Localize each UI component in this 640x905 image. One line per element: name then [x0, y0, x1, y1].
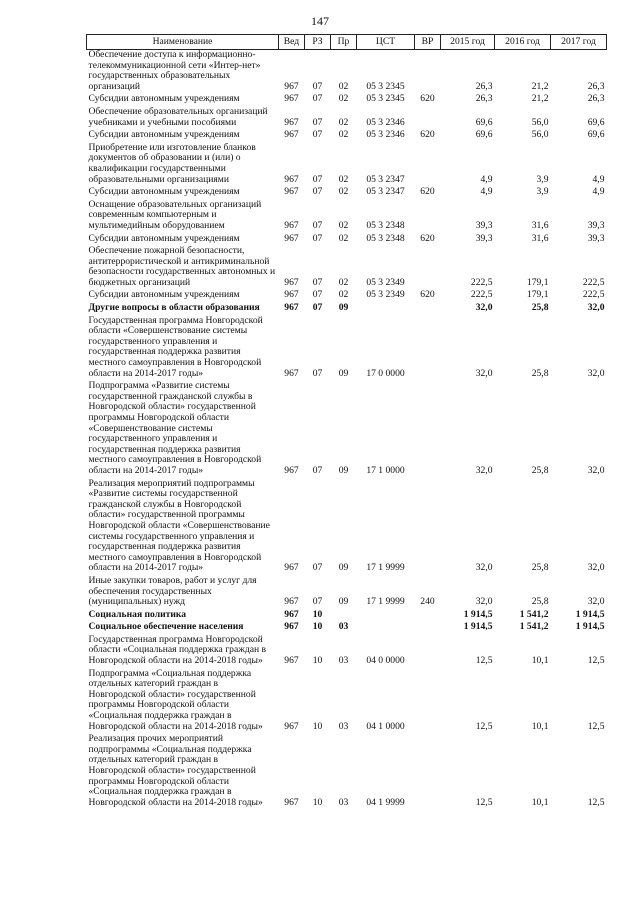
page-number: 147 — [311, 14, 329, 28]
row-vr — [415, 143, 441, 187]
row-vr — [415, 107, 441, 130]
column-header-vr: ВР — [415, 35, 441, 50]
row-cst: 17 1 9999 — [366, 562, 405, 574]
row-2015: 32,0 — [475, 302, 493, 314]
row-2017: 222,5 — [582, 289, 605, 301]
row-name: Субсидии автономным учреждениям — [88, 186, 240, 198]
row-name: Реализация мероприятий подпрограммы «Развитие системы государственной гражданской службы в Новгородской области» государственной программы Новгородской области «Совершенствование системы государственного управления и государственная поддержка развития местного самоуправления в Новгородской области на 2014-2017 годы» — [88, 477, 270, 574]
row-vr — [415, 50, 441, 95]
row-ved: 967 — [284, 80, 299, 92]
row-vr — [415, 316, 441, 382]
row-vr — [415, 303, 441, 316]
row-cst — [357, 610, 415, 623]
row-2017: 32,0 — [587, 367, 605, 379]
row-ved: 967 — [284, 796, 299, 808]
row-rz: 07 — [312, 116, 323, 128]
row-cst — [357, 303, 415, 316]
row-2017: 32,0 — [587, 596, 605, 608]
row-vr: 620 — [420, 129, 435, 141]
table-row — [87, 246, 607, 290]
row-vr — [415, 246, 441, 290]
row-pr: 02 — [338, 129, 349, 141]
row-rz: 10 — [312, 621, 323, 633]
row-2016: 179,1 — [526, 289, 549, 301]
row-cst: 17 0 0000 — [366, 367, 405, 379]
row-2017: 12,5 — [587, 796, 605, 808]
row-2016: 25,8 — [531, 596, 549, 608]
row-2015: 26,3 — [475, 93, 493, 105]
table-row — [87, 669, 607, 735]
row-pr: 02 — [338, 232, 349, 244]
row-rz: 10 — [312, 796, 323, 808]
column-header-2016: 2016 год — [495, 35, 551, 50]
row-pr: 09 — [338, 562, 349, 574]
row-2016: 10,1 — [531, 720, 549, 732]
row-2016: 21,2 — [531, 93, 549, 105]
row-2017: 32,0 — [587, 562, 605, 574]
row-2015: 69,6 — [475, 116, 493, 128]
row-cst: 05 3 2349 — [366, 289, 405, 301]
row-cst: 17 1 9999 — [366, 596, 405, 608]
row-2017: 32,0 — [587, 464, 605, 476]
row-ved: 967 — [284, 219, 299, 231]
row-pr: 03 — [338, 621, 349, 633]
table-row — [87, 143, 607, 187]
row-pr: 09 — [338, 596, 349, 608]
row-ved: 967 — [284, 232, 299, 244]
row-name: Государственная программа Новгородской области «Социальная поддержка граждан в Новгородской области на 2014-2018 годы» — [88, 633, 267, 667]
row-cst: 05 3 2346 — [366, 129, 405, 141]
row-rz: 07 — [312, 232, 323, 244]
row-pr: 02 — [338, 276, 349, 288]
table-row — [87, 635, 607, 669]
row-name: Обеспечение образовательных организаций учебниками и учебными пособиями — [88, 105, 268, 128]
table-row — [87, 130, 607, 143]
row-2016: 56,0 — [531, 129, 549, 141]
row-2016: 31,6 — [531, 232, 549, 244]
row-rz: 10 — [312, 655, 323, 667]
row-rz: 07 — [312, 289, 323, 301]
row-name: Оснащение образовательных организаций современным компьютерным и мультимедийным оборудованием — [88, 198, 262, 231]
row-pr: 03 — [338, 720, 349, 732]
row-2016: 25,8 — [531, 367, 549, 379]
row-2017: 26,3 — [587, 93, 605, 105]
column-header-cst: ЦСТ — [357, 35, 415, 50]
row-name: Обеспечение пожарной безопасности, антитеррористической и антикриминальной безопасности государственных автономных и бюджетных организаций — [88, 245, 276, 288]
row-2017: 32,0 — [587, 302, 605, 314]
row-2015: 32,0 — [475, 562, 493, 574]
table-row — [87, 622, 607, 635]
table-row — [87, 50, 607, 95]
row-2016: 3,9 — [536, 173, 549, 185]
row-pr: 02 — [338, 289, 349, 301]
row-cst: 04 0 0000 — [366, 655, 405, 667]
row-rz: 07 — [312, 464, 323, 476]
table-row — [87, 479, 607, 576]
row-name: Социальное обеспечение населения — [88, 621, 244, 633]
row-vr: 620 — [420, 289, 435, 301]
row-2016: 25,8 — [531, 464, 549, 476]
row-name: Подпрограмма «Социальная поддержка отдельных категорий граждан в Новгородской области» государственной программы Новгородской области «Социальная поддержка граждан в Новгородской области на 2014-2018 годы» — [88, 667, 263, 732]
row-ved: 967 — [284, 608, 299, 620]
table-row — [87, 576, 607, 610]
row-2016: 10,1 — [531, 796, 549, 808]
row-ved: 967 — [284, 596, 299, 608]
row-2017: 69,6 — [587, 129, 605, 141]
row-2015: 32,0 — [475, 596, 493, 608]
row-2015: 12,5 — [475, 655, 493, 667]
row-ved: 967 — [284, 276, 299, 288]
row-cst: 05 3 2349 — [366, 276, 405, 288]
row-rz: 10 — [312, 720, 323, 732]
row-rz: 07 — [312, 562, 323, 574]
row-2015: 26,3 — [475, 80, 493, 92]
row-2016: 21,2 — [531, 80, 549, 92]
row-2016: 1 541,2 — [519, 621, 549, 633]
row-rz: 07 — [312, 596, 323, 608]
table-row — [87, 734, 607, 810]
row-rz: 07 — [312, 173, 323, 185]
row-name: Обеспечение доступа к информационно-телекоммуникационной сети «Интер-нет» государственных образовательных организаций — [88, 49, 261, 92]
row-vr — [415, 635, 441, 669]
column-header-rz: РЗ — [305, 35, 331, 50]
row-pr: 09 — [338, 464, 349, 476]
row-ved: 967 — [284, 173, 299, 185]
row-2015: 32,0 — [475, 367, 493, 379]
row-ved: 967 — [284, 289, 299, 301]
row-name: Государственная программа Новгородской области «Совершенствование системы государственного управления и государственная поддержка развития местного самоуправления в Новгородской области на 2014-2017 годы» — [88, 314, 263, 379]
row-2016: 56,0 — [531, 116, 549, 128]
row-2015: 222,5 — [470, 276, 493, 288]
row-name: Социальная политика — [88, 608, 187, 620]
row-2016: 10,1 — [531, 655, 549, 667]
row-ved: 967 — [284, 655, 299, 667]
row-2016: 25,8 — [531, 562, 549, 574]
column-header-pr: Пр — [331, 35, 357, 50]
row-rz: 07 — [312, 129, 323, 141]
table-header — [87, 35, 607, 50]
row-name: Субсидии автономным учреждениям — [88, 129, 240, 141]
row-name: Другие вопросы в области образования — [88, 302, 260, 314]
table-row — [87, 107, 607, 130]
row-2017: 12,5 — [587, 655, 605, 667]
row-vr — [415, 200, 441, 234]
row-vr: 620 — [420, 232, 435, 244]
row-2016: 3,9 — [536, 186, 549, 198]
row-2016: 25,8 — [531, 302, 549, 314]
row-rz: 07 — [312, 93, 323, 105]
row-cst: 05 3 2348 — [366, 232, 405, 244]
row-ved: 967 — [284, 562, 299, 574]
row-ved: 967 — [284, 367, 299, 379]
row-2015: 4,9 — [480, 173, 493, 185]
row-rz: 07 — [312, 80, 323, 92]
row-pr: 02 — [338, 116, 349, 128]
row-vr — [415, 734, 441, 810]
row-2017: 1 914,5 — [575, 608, 605, 620]
table-body — [87, 50, 607, 811]
row-2017: 12,5 — [587, 720, 605, 732]
row-cst: 05 3 2345 — [366, 80, 405, 92]
row-pr: 09 — [338, 302, 349, 314]
row-cst: 05 3 2346 — [366, 116, 405, 128]
row-2017: 39,3 — [587, 232, 605, 244]
row-cst: 05 3 2347 — [366, 186, 405, 198]
row-vr — [415, 610, 441, 623]
row-2015: 39,3 — [475, 232, 493, 244]
row-vr — [415, 381, 441, 478]
row-cst: 04 1 0000 — [366, 720, 405, 732]
row-vr: 620 — [420, 93, 435, 105]
row-2017: 4,9 — [592, 186, 605, 198]
row-vr: 620 — [420, 186, 435, 198]
row-name: Субсидии автономным учреждениям — [88, 93, 240, 105]
row-2017: 26,3 — [587, 80, 605, 92]
row-vr — [415, 479, 441, 576]
row-2017: 69,6 — [587, 116, 605, 128]
row-cst: 05 3 2347 — [366, 173, 405, 185]
row-ved: 967 — [284, 302, 299, 314]
row-2017: 4,9 — [592, 173, 605, 185]
row-2015: 32,0 — [475, 464, 493, 476]
row-name: Приобретение или изготовление бланков документов об образовании и (или) о квалификации государственными образовательными организациями — [88, 141, 256, 185]
row-2016: 1 541,2 — [519, 608, 549, 620]
row-2015: 12,5 — [475, 720, 493, 732]
row-2017: 39,3 — [587, 219, 605, 231]
row-2015: 69,6 — [475, 129, 493, 141]
column-header-name: Наименование — [87, 35, 279, 50]
row-2015: 1 914,5 — [463, 621, 493, 633]
row-cst: 05 3 2345 — [366, 93, 405, 105]
row-rz: 07 — [312, 219, 323, 231]
row-pr: 02 — [338, 80, 349, 92]
row-2017: 1 914,5 — [575, 621, 605, 633]
table-row — [87, 187, 607, 200]
row-2015: 39,3 — [475, 219, 493, 231]
table-row — [87, 200, 607, 234]
row-pr: 02 — [338, 219, 349, 231]
row-name: Иные закупки товаров, работ и услуг для обеспечения государственных (муниципальных) нужд — [88, 574, 257, 608]
row-2017: 222,5 — [582, 276, 605, 288]
row-2015: 12,5 — [475, 796, 493, 808]
row-rz: 10 — [312, 608, 323, 620]
row-vr — [415, 669, 441, 735]
row-ved: 967 — [284, 720, 299, 732]
row-cst — [357, 622, 415, 635]
row-2016: 179,1 — [526, 276, 549, 288]
row-name: Реализация прочих мероприятий подпрограммы «Социальная поддержка отдельных категорий граждан в Новгородской области» государственной программы Новгородской области «Социальная поддержка граждан в Новгородской области на 2014-2018 годы» — [88, 733, 263, 808]
row-ved: 967 — [284, 186, 299, 198]
row-2015: 4,9 — [480, 186, 493, 198]
row-2015: 1 914,5 — [463, 608, 493, 620]
row-pr: 02 — [338, 93, 349, 105]
row-cst: 04 1 9999 — [366, 796, 405, 808]
column-header-2015: 2015 год — [441, 35, 495, 50]
row-pr: 03 — [338, 655, 349, 667]
row-vr — [415, 622, 441, 635]
row-ved: 967 — [284, 464, 299, 476]
table-row — [87, 381, 607, 478]
row-pr: 02 — [338, 173, 349, 185]
column-header-2017: 2017 год — [551, 35, 607, 50]
row-ved: 967 — [284, 621, 299, 633]
row-rz: 07 — [312, 186, 323, 198]
row-ved: 967 — [284, 116, 299, 128]
row-ved: 967 — [284, 93, 299, 105]
row-cst: 05 3 2348 — [366, 219, 405, 231]
row-pr: 09 — [338, 367, 349, 379]
row-pr: 03 — [338, 796, 349, 808]
row-rz: 07 — [312, 302, 323, 314]
row-rz: 07 — [312, 276, 323, 288]
row-name: Субсидии автономным учреждениям — [88, 232, 240, 244]
column-header-ved: Вед — [279, 35, 305, 50]
row-2015: 222,5 — [470, 289, 493, 301]
budget-table — [86, 34, 607, 810]
row-ved: 967 — [284, 129, 299, 141]
row-cst: 17 1 0000 — [366, 464, 405, 476]
row-rz: 07 — [312, 367, 323, 379]
table-row — [87, 316, 607, 382]
row-name: Подпрограмма «Развитие системы государственной гражданской службы в Новгородской области» государственной программы Новгородской области «Совершенствование системы государственного управления и государственная поддержка развития местного самоуправления в Новгородской области на 2014-2017 годы» — [88, 380, 262, 476]
row-vr: 240 — [420, 596, 435, 608]
table-row — [87, 303, 607, 316]
row-name: Субсидии автономным учреждениям — [88, 289, 240, 301]
row-2016: 31,6 — [531, 219, 549, 231]
row-pr: 02 — [338, 186, 349, 198]
